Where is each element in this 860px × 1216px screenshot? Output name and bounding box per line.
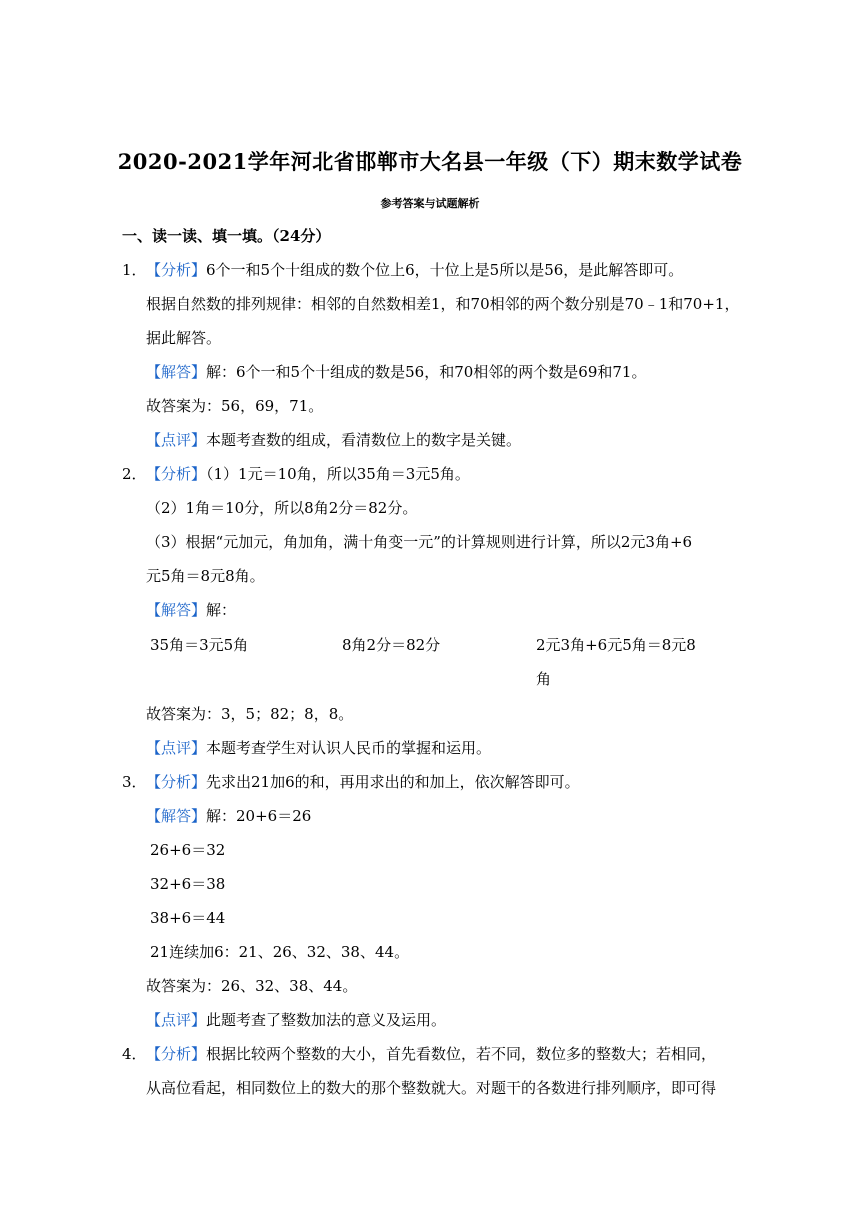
comment-tag: 【点评】 [146,739,207,757]
section-heading: 一、读一读、填一填。（24分） [122,227,331,245]
analysis-tag: 【分析】 [146,261,207,279]
q3-calc-line1: 26+6＝32 [150,841,226,859]
q2-col3-line2: 角 [536,670,552,688]
q4-analysis-line2: 从高位看起，相同数位上的数大的那个整数就大。对题干的各数进行排列顺序，即可得 [146,1079,717,1097]
q1-number: 1． [122,261,147,279]
q1-analysis-line2: 根据自然数的排列规律：相邻的自然数相差1，和70相邻的两个数分别是70﹣1和70+1， [146,295,740,313]
q1-analysis-line3: 据此解答。 [146,329,222,347]
q3-comment: 【点评】此题考查了整数加法的意义及运用。 [146,1011,447,1029]
q2-analysis-line3: （3）根据“元加元，角加角，满十角变一元”的计算规则进行计算，所以2元3角+6 [146,533,693,551]
q4-number: 4． [122,1045,147,1063]
answer-tag: 【解答】 [146,601,207,619]
q3-calc-line2: 32+6＝38 [150,875,226,893]
q2-col2: 8角2分＝82分 [342,636,441,654]
analysis-tag: 【分析】 [146,773,207,791]
q4-analysis: 【分析】根据比较两个整数的大小，首先看数位，若不同，数位多的整数大；若相同， [146,1045,717,1063]
page-subtitle: 参考答案与试题解析 [380,197,480,210]
analysis-tag: 【分析】 [146,1045,207,1063]
q2-result: 故答案为：3，5；82；8，8。 [146,705,354,723]
q3-analysis: 【分析】先求出21加6的和，再用求出的和加上，依次解答即可。 [146,773,580,791]
answer-tag: 【解答】 [146,363,207,381]
q2-analysis: 【分析】（1）1元＝10角，所以35角＝3元5角。 [146,465,470,483]
q1-result: 故答案为：56，69，71。 [146,397,324,415]
q2-analysis-line2: （2）1角＝10分，所以8角2分＝82分。 [146,499,418,517]
q3-answer: 【解答】解：20+6＝26 [146,807,312,825]
answer-tag: 【解答】 [146,807,207,825]
q1-comment: 【点评】本题考查数的组成，看清数位上的数字是关键。 [146,431,522,449]
q2-number: 2． [122,465,147,483]
q2-col1: 35角＝3元5角 [150,636,249,654]
q1-analysis: 【分析】6个一和5个十组成的数个位上6，十位上是5所以是56，是此解答即可。 [146,261,684,279]
q3-calc-line4: 21连续加6：21、26、32、38、44。 [150,943,410,961]
q3-calc-line3: 38+6＝44 [150,909,226,927]
q1-answer: 【解答】解：6个一和5个十组成的数是56，和70相邻的两个数是69和71。 [146,363,647,381]
q2-col3: 2元3角+6元5角＝8元8 [536,636,696,654]
q2-analysis-line4: 元5角＝8元8角。 [146,567,265,585]
q2-answer: 【解答】解： [146,601,237,619]
q3-number: 3． [122,773,147,791]
q2-comment: 【点评】本题考查学生对认识人民币的掌握和运用。 [146,739,492,757]
comment-tag: 【点评】 [146,431,207,449]
q3-result: 故答案为：26、32、38、44。 [146,977,358,995]
analysis-tag: 【分析】 [146,465,207,483]
comment-tag: 【点评】 [146,1011,207,1029]
page-title: 2020-2021学年河北省邯郸市大名县一年级（下）期末数学试卷 [117,149,743,174]
